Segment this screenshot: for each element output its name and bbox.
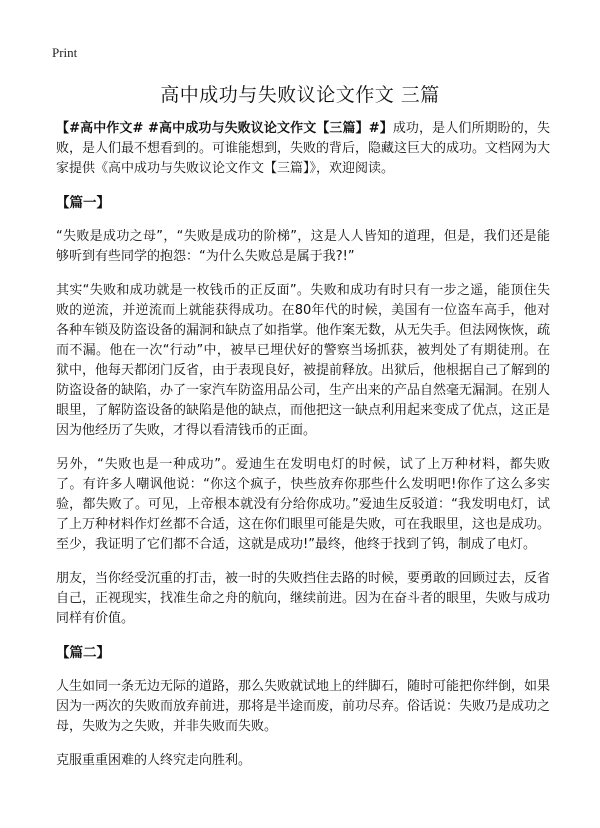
print-label: Print xyxy=(52,45,78,60)
section-1-paragraph: 其实“失败和成功就是一枚钱币的正反面”。失败和成功有时只有一步之遥，能顶住失败的逆流，并逆流而上就能获得成功。在80年代的时候，美国有一位盗车高手，他对各种车锁及防盗设备的漏洞和缺点了如指掌。他作案无数，从无失手。但法网恢恢，疏而不漏。他在一次“行动”中，被早已埋伏好的警察当场抓获，被判处了有期徒刑。在狱中，他每天都闭门反省，由于表现良好，被提前释放。出狱后，他根据自己了解到的防盗设备的缺陷，办了一家汽车防盗用品公司，生产出来的产品自然毫无漏洞。在别人眼里，了解防盗设备的缺陷是他的缺点，而他把这一缺点利用起来变成了优点，这正是因为他经历了失败，才得以看清钱币的正面。 xyxy=(56,283,551,438)
section-1-paragraph: 另外，“失败也是一种成功”。爱迪生在发明电灯的时候，试了上万种材料，都失败了。有许多人嘲讽他说：“你这个疯子，快些放弃你那些什么发明吧!你作了这么多实验，都失败了。可见，上帝根本就没有分给你成功。”爱迪生反驳道：“我发明电灯，试了上万种材料作灯丝都不合适，这在你们眼里可能是失败，可在我眼里，这也是成功。至少，我证明了它们都不合适，这就是成功!”最终，他终于找到了钨，制成了电灯。 xyxy=(56,457,551,552)
document-body xyxy=(56,119,550,785)
section-2-paragraph: 克服重重困难的人终究走向胜利。 xyxy=(56,753,252,768)
intro-text: 成功，是人们所期盼的，失败，是人们最不想看到的。可谁能想到，失败的背后，隐藏这巨大的成功。文档网为大家提供《高中成功与失败议论文作文【三篇】》，欢迎阅读。 xyxy=(56,121,551,176)
intro-paragraph xyxy=(56,119,550,179)
section-heading-1: 【篇一】 xyxy=(56,195,110,211)
section-2-paragraph: 人生如同一条无边无际的道路，那么失败就试地上的绊脚石，随时可能把你绊倒，如果因为一两次的失败而放弃前进，那将是半途而废，前功尽弃。俗话说：失败乃是成功之母，失败为之失败，并非失败而失败。 xyxy=(56,679,551,734)
document-title: 高中成功与失败议论文作文 三篇 xyxy=(160,84,440,106)
section-1-paragraph: “失败是成功之母”，“失败是成功的阶梯”，这是人人皆知的道理，但是，我们还是能够听到有些同学的抱怨：“为什么失败总是属于我?!” xyxy=(56,229,550,264)
section-1-paragraph: 朋友，当你经受沉重的打击，被一时的失败挡住去路的时候，要勇敢的回顾过去，反省自己，正视现实，找准生命之舟的航向，继续前进。因为在奋斗者的眼里，失败与成功同样有价值。 xyxy=(56,571,551,626)
intro-tags: 【#高中作文# #高中成功与失败议论文作文【三篇】#】 xyxy=(56,121,393,136)
section-heading-2: 【篇二】 xyxy=(56,645,110,661)
